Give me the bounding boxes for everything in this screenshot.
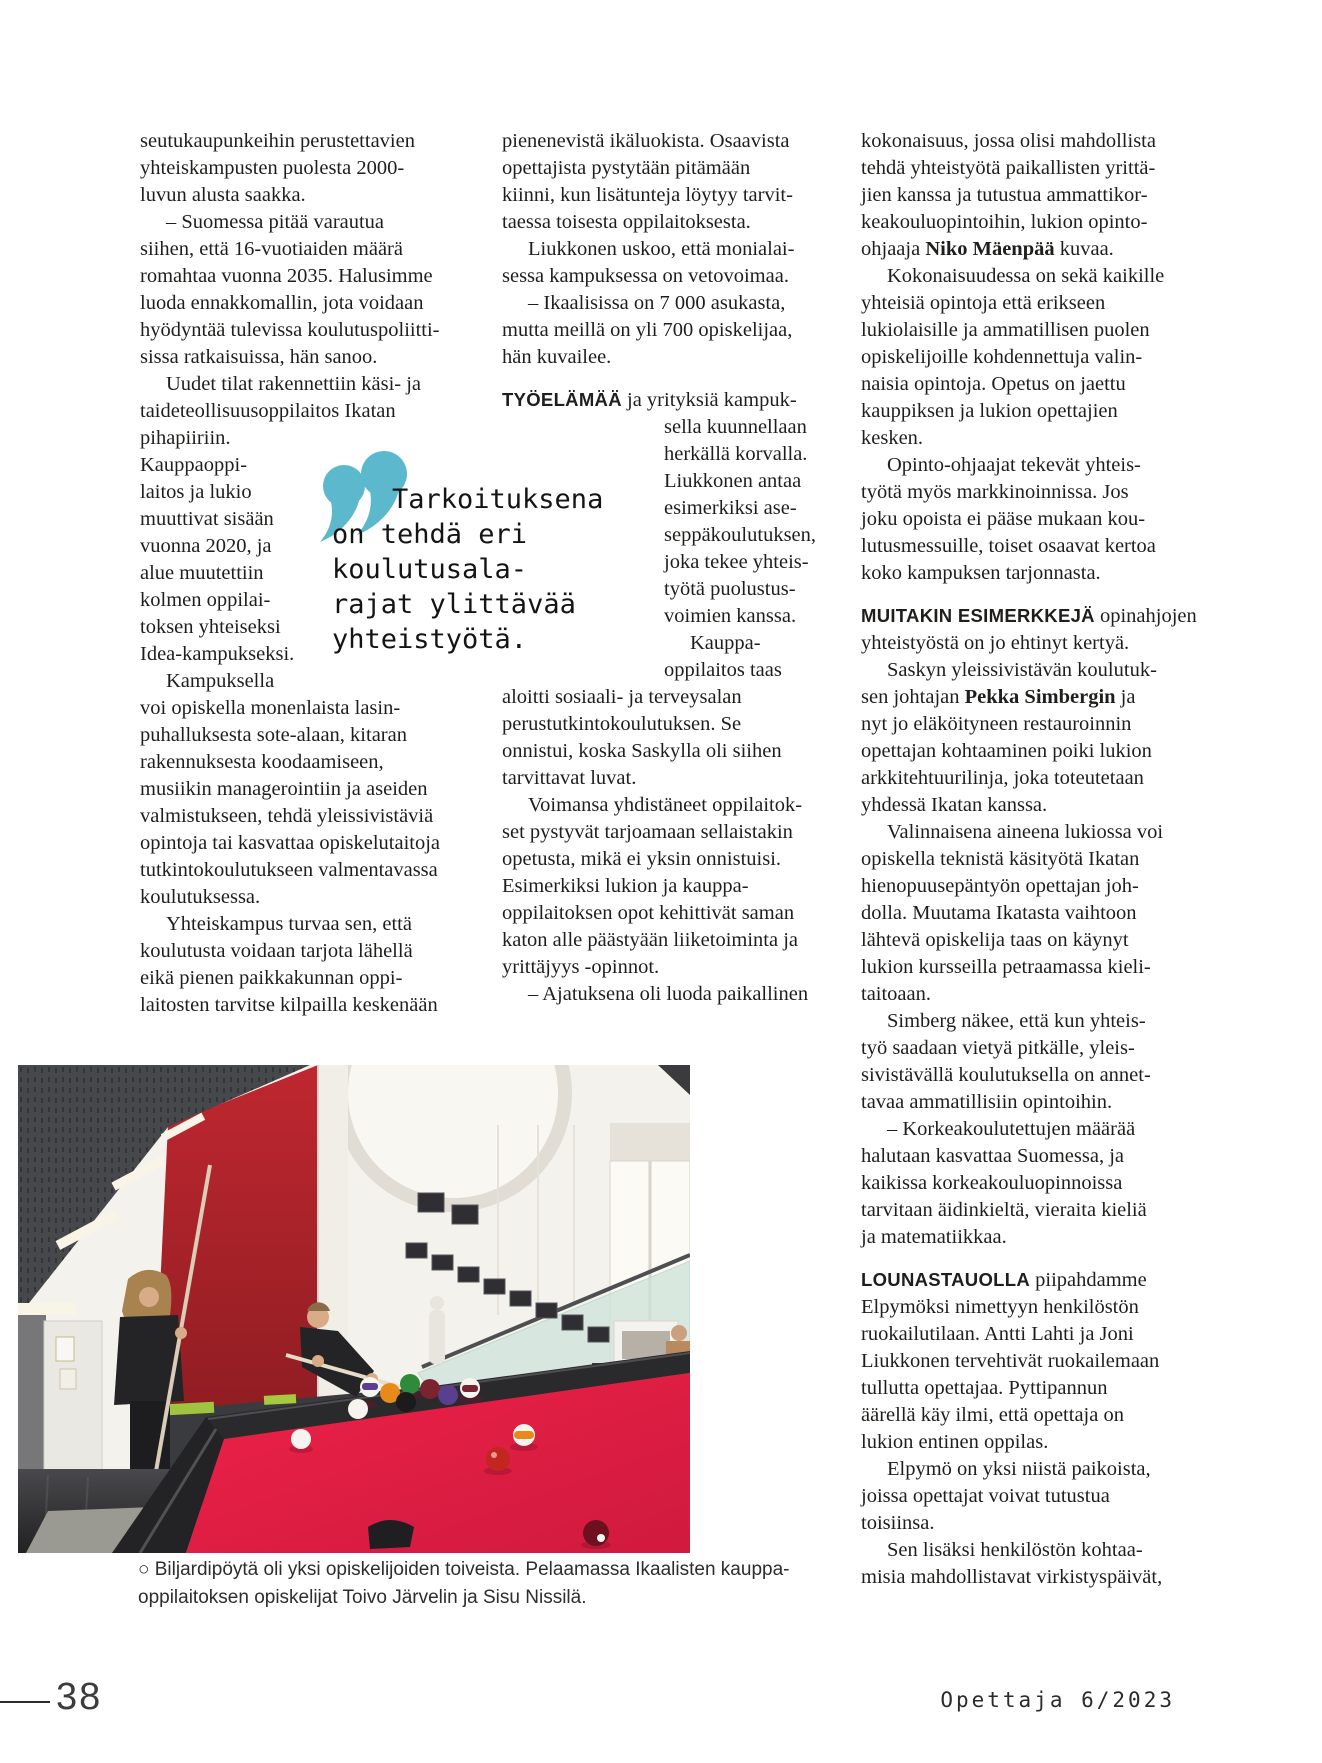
text-line: Elpymöksi nimettyyn henkilöstön xyxy=(861,1296,1139,1318)
text-line: Voimansa yhdistäneet oppilaitok- xyxy=(528,794,803,816)
text-line: musiikin managerointiin ja aseiden xyxy=(140,778,428,800)
text-line: Esimerkiksi lukion ja kauppa- xyxy=(502,875,749,897)
text-line: sen johtajan Pekka Simbergin ja xyxy=(861,686,1136,708)
text-line: kauppiksen ja lukion opettajien xyxy=(861,400,1118,422)
text-line: misia mahdollistavat virkistyspäivät, xyxy=(861,1566,1163,1588)
text-line: pienenevistä ikäluokista. Osaavista xyxy=(502,130,790,152)
text-line: opettajan kohtaaminen poiki lukion xyxy=(861,740,1152,762)
text-line: tullutta opettajaa. Pyttipannun xyxy=(861,1377,1108,1399)
text-line: sivistävällä koulutuksella on annet- xyxy=(861,1064,1151,1086)
text-line: taitoaan. xyxy=(861,983,932,1005)
text-line: kolmen oppilai- xyxy=(140,589,271,611)
text-line: Sen lisäksi henkilöstön kohtaa- xyxy=(887,1539,1143,1561)
text-line: arkkitehtuurilinja, joka toteutetaan xyxy=(861,767,1144,789)
text-line: koulutusala- xyxy=(332,554,528,585)
text-line: oppilaitos taas xyxy=(664,659,782,681)
text-line: mutta meillä on yli 700 opiskelijaa, xyxy=(502,319,793,341)
text-line: jien kanssa ja tutustua ammattikor- xyxy=(861,184,1148,206)
text-line: seutukaupunkeihin perustettavien xyxy=(140,130,415,152)
text-line: taessa toisesta oppilaitoksesta. xyxy=(502,211,751,233)
text-line: – Korkeakoulutettujen määrää xyxy=(887,1118,1136,1140)
paragraph-block xyxy=(861,128,1183,587)
text-line: alue muutettiin xyxy=(140,562,264,584)
text-line: – Ajatuksena oli luoda paikallinen xyxy=(528,983,809,1005)
text-line: yhteiskampusten puolesta 2000- xyxy=(140,157,405,179)
text-line: on tehdä eri xyxy=(332,519,528,550)
text-line: Opinto-ohjaajat tekevät yhteis- xyxy=(887,454,1141,476)
text-line: yhteisiä opintoja että erikseen xyxy=(861,292,1106,314)
text-line: rakennuksesta koodaamiseen, xyxy=(140,751,384,773)
text-line: dolla. Muutama Ikatasta vaihtoon xyxy=(861,902,1137,924)
text-line: voi opiskella monenlaista lasin- xyxy=(140,697,401,719)
text-line: tarvitaan äidinkieltä, vieraita kieliä xyxy=(861,1199,1147,1221)
text-line: toksen yhteiseksi xyxy=(140,616,281,638)
text-line: – Suomessa pitää varautua xyxy=(166,211,385,233)
text-line: Kampuksella xyxy=(166,670,275,692)
text-line: seppäkoulutuksen, xyxy=(664,524,817,546)
text-line: Simberg näkee, että kun yhteis- xyxy=(887,1010,1146,1032)
text-line: hienopuusepäntyön opettajan joh- xyxy=(861,875,1139,897)
text-line: koko kampuksen tarjonnasta. xyxy=(861,562,1101,584)
text-line: Tarkoituksena xyxy=(392,484,604,515)
text-line: joku opoista ei pääse mukaan kou- xyxy=(861,508,1146,530)
text-line: katon alle päästyään liiketoiminta ja xyxy=(502,929,799,951)
text-line: luoda ennakkomallin, jota voidaan xyxy=(140,292,424,314)
text-line: Liukkonen tervehtivät ruokailemaan xyxy=(861,1350,1160,1372)
window-blind xyxy=(610,1123,690,1163)
text-line: tehdä yhteistyötä paikallisten yrittä- xyxy=(861,157,1156,179)
text-line: ja matematiikkaa. xyxy=(861,1226,1007,1248)
text-line: valmistukseen, tehdä yleissivistäviä xyxy=(140,805,434,827)
paragraph-block xyxy=(140,128,462,452)
text-line: tutkintokoulutukseen valmentavassa xyxy=(140,859,438,881)
statue xyxy=(429,1296,445,1364)
text-line: joka tekee yhteis- xyxy=(664,551,809,573)
text-line: pihapiiriin. xyxy=(140,427,231,449)
text-line: nyt jo eläköityneen restauroinnin xyxy=(861,713,1132,735)
text-line: Elpymö on yksi niistä paikoista, xyxy=(887,1458,1151,1480)
text-line: kesken. xyxy=(861,427,924,449)
text-line: Yhteiskampus turvaa sen, että xyxy=(166,913,412,935)
text-line: kaikissa korkeakouluopinnoissa xyxy=(861,1172,1123,1194)
text-line: ohjaaja Niko Mäenpää kuvaa. xyxy=(861,238,1114,260)
text-line: voimien kanssa. xyxy=(664,605,797,627)
text-line: eikä pienen paikkakunnan oppi- xyxy=(140,967,403,989)
text-line: herkällä korvalla. xyxy=(664,443,808,465)
text-line: vuonna 2020, ja xyxy=(140,535,272,557)
text-line: laitosten tarvitse kilpailla keskenään xyxy=(140,994,438,1016)
photo-caption xyxy=(138,1556,790,1612)
text-line: opettajista pystytään pitämään xyxy=(502,157,751,179)
text-line: naisia opintoja. Opetus on jaettu xyxy=(861,373,1126,395)
text-line: siihen, että 16-vuotiaiden määrä xyxy=(140,238,403,260)
text-line: onnistui, koska Saskylla oli siihen xyxy=(502,740,782,762)
text-line: Uudet tilat rakennettiin käsi- ja xyxy=(166,373,422,395)
text-line: opetusta, mikä ei yksin onnistuisi. xyxy=(502,848,782,870)
text-line: opiskelijoille kohdennettuja valin- xyxy=(861,346,1143,368)
text-line: kiinni, kun lisätunteja löytyy tarvit- xyxy=(502,184,793,206)
text-line: opintoja tai kasvattaa opiskelutaitoja xyxy=(140,832,441,854)
text-line: – Ikaalisissa on 7 000 asukasta, xyxy=(528,292,786,314)
paragraph-block xyxy=(664,414,824,684)
paragraph-block xyxy=(140,668,462,1019)
text-line: lähtevä opiskelija taas on käynyt xyxy=(861,929,1129,951)
text-line: tarvittavat luvat. xyxy=(502,767,637,789)
text-line: romahtaa vuonna 2035. Halusimme xyxy=(140,265,433,287)
text-line: perustutkintokoulutuksen. Se xyxy=(502,713,742,735)
text-line: lukion kursseilla petraamassa kieli- xyxy=(861,956,1151,978)
page-number: 38 xyxy=(56,1676,103,1718)
text-line: yhteistyöstä on jo ehtinyt kertyä. xyxy=(861,632,1130,654)
text-line: koulutuksessa. xyxy=(140,886,261,908)
text-line: opiskella teknistä käsityötä Ikatan xyxy=(861,848,1140,870)
text-line: sella kuunnellaan xyxy=(664,416,807,438)
pull-quote xyxy=(332,482,603,657)
footer-rule xyxy=(0,1701,50,1703)
text-line: luvun alusta saakka. xyxy=(140,184,306,206)
text-line: LOUNASTAUOLLA piipahdamme xyxy=(861,1269,1147,1291)
text-line: MUITAKIN ESIMERKKEJÄ opinahjojen xyxy=(861,605,1197,627)
text-line: äärellä käy ilmi, että opettaja on xyxy=(861,1404,1124,1426)
paragraph-block xyxy=(502,684,824,1008)
paragraph-block xyxy=(861,1266,1183,1591)
paragraph-block xyxy=(861,602,1197,1251)
paragraph-block xyxy=(502,128,824,371)
text-line: joissa opettajat voivat tutustua xyxy=(861,1485,1110,1507)
text-line: koulutusta voidaan tarjota lähellä xyxy=(140,940,413,962)
text-line: puhalluksesta sote-alaan, kitaran xyxy=(140,724,407,746)
text-line: Kauppaoppi- xyxy=(140,454,248,476)
text-line: lukion entinen oppilas. xyxy=(861,1431,1049,1453)
text-line: muuttivat sisään xyxy=(140,508,274,530)
text-line: Kokonaisuudessa on sekä kaikille xyxy=(887,265,1165,287)
text-line: Liukkonen antaa xyxy=(664,470,802,492)
text-line: ○ Biljardipöytä oli yksi opiskelijoiden toiveista. Pelaamassa Ikaalisten kauppa- xyxy=(138,1559,790,1580)
text-line: yhdessä Ikatan kanssa. xyxy=(861,794,1048,816)
text-line: laitos ja lukio xyxy=(140,481,252,503)
text-line: esimerkiksi ase- xyxy=(664,497,797,519)
text-line: sissa ratkaisuissa, hän sanoo. xyxy=(140,346,378,368)
text-line: aloitti sosiaali- ja terveysalan xyxy=(502,686,742,708)
issue-label: Opettaja 6/2023 xyxy=(940,1688,1175,1712)
text-line: lukiolaisille ja ammatillisen puolen xyxy=(861,319,1150,341)
paragraph-block xyxy=(502,386,824,414)
text-line: työtä myös markkinoinnissa. Jos xyxy=(861,481,1129,503)
text-line: taideteollisuusoppilaitos Ikatan xyxy=(140,400,396,422)
text-line: TYÖELÄMÄÄ ja yrityksiä kampuk- xyxy=(502,389,797,411)
text-line: lutusmessuille, toiset osaavat kertoa xyxy=(861,535,1156,557)
text-line: sessa kampuksessa on vetovoimaa. xyxy=(502,265,789,287)
campus-photo xyxy=(18,1065,690,1553)
text-line: oppilaitoksen opiskelijat Toivo Järvelin ja Sisu Nissilä. xyxy=(138,1587,587,1608)
text-line: työ saadaan vietyä pitkälle, yleis- xyxy=(861,1037,1135,1059)
text-line: toisiinsa. xyxy=(861,1512,935,1534)
text-line: ruokailutilaan. Antti Lahti ja Joni xyxy=(861,1323,1134,1345)
text-line: Kauppa- xyxy=(690,632,761,654)
text-line: yrittäjyys -opinnot. xyxy=(502,956,660,978)
text-line: rajat ylittävää xyxy=(332,589,576,620)
text-line: halutaan kasvattaa Suomessa, ja xyxy=(861,1145,1124,1167)
text-line: työtä puolustus- xyxy=(664,578,796,600)
text-line: oppilaitoksen opot kehittivät saman xyxy=(502,902,795,924)
text-line: yhteistyötä. xyxy=(332,624,528,655)
text-line: hän kuvailee. xyxy=(502,346,612,368)
text-line: keakouluopintoihin, lukion opinto- xyxy=(861,211,1148,233)
text-line: Idea-kampukseksi. xyxy=(140,643,295,665)
text-line: hyödyntää tulevissa koulutuspoliitti- xyxy=(140,319,440,341)
text-line: tavaa ammatillisiin opintoihin. xyxy=(861,1091,1113,1113)
text-line: kokonaisuus, jossa olisi mahdollista xyxy=(861,130,1156,152)
text-line: Valinnaisena aineena lukiossa voi xyxy=(887,821,1164,843)
paragraph-block xyxy=(140,452,325,668)
text-line: Saskyn yleissivistävän koulutuk- xyxy=(887,659,1157,681)
left-wall xyxy=(18,1315,46,1495)
text-line: set pystyvät tarjoamaan sellaistakin xyxy=(502,821,793,843)
article-column-3 xyxy=(861,128,1197,1591)
text-line: Liukkonen uskoo, että monialai- xyxy=(528,238,795,260)
